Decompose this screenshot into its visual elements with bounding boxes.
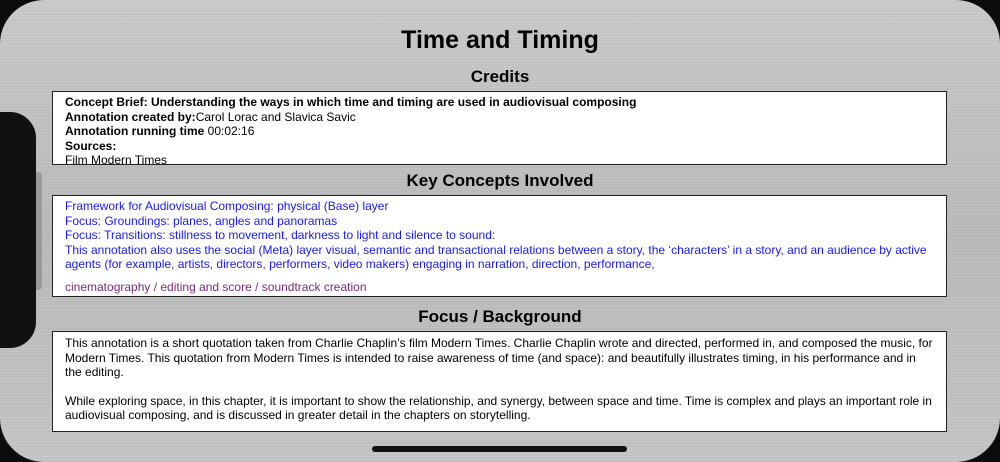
sources-row bbox=[65, 139, 934, 154]
created-by-value: Carol Lorac and Slavica Savic bbox=[195, 109, 356, 124]
created-by-row bbox=[65, 110, 934, 125]
source-item: Film Modern Times bbox=[65, 153, 168, 165]
credits-heading: Credits bbox=[470, 67, 530, 86]
concept-line[interactable]: Focus: Groundings: planes, angles and panoramas bbox=[65, 213, 338, 228]
key-concepts-panel[interactable] bbox=[52, 195, 947, 297]
concept-brief-row bbox=[65, 95, 934, 110]
credits-panel[interactable] bbox=[52, 91, 947, 165]
key-concepts-heading: Key Concepts Involved bbox=[406, 171, 594, 190]
concept-brief-label: Concept Brief: bbox=[65, 95, 148, 109]
focus-heading: Focus / Background bbox=[418, 307, 582, 326]
running-time-label: Annotation running time bbox=[65, 124, 205, 138]
device-notch bbox=[0, 112, 36, 348]
concept-brief-value: Understanding the ways in which time and timing are used in audiovisual composing bbox=[151, 95, 637, 109]
focus-paragraph: While exploring space, in this chapter, it is important to show the relationship, and synergy, between space and time. Time is complex and plays an important role in audiovisual composing, and is discussed in greater detail in the chapters on storytelling. bbox=[65, 393, 932, 422]
side-handle[interactable] bbox=[36, 172, 42, 290]
created-by-label: Annotation created by: bbox=[65, 109, 196, 124]
sources-label: Sources: bbox=[65, 138, 117, 153]
concept-line[interactable]: Focus: Transitions: stillness to movement, darkness to light and silence to sound: bbox=[65, 228, 496, 242]
page-title: Time and Timing bbox=[401, 26, 599, 54]
concept-line[interactable]: This annotation also uses the social (Meta) layer visual, semantic and transactional relations between a story, the ‘characters’ in a story, and an audience by active agents (for example, artists, directors, performers, video makers) engaging in narration, direction, performance, bbox=[65, 242, 927, 271]
concept-line[interactable]: cinematography / editing and score / soundtrack creation bbox=[65, 279, 367, 294]
home-indicator[interactable] bbox=[372, 446, 627, 452]
concept-line[interactable]: Framework for Audiovisual Composing: physical (Base) layer bbox=[65, 199, 389, 213]
running-time-value: 00:02:16 bbox=[207, 124, 255, 138]
focus-paragraph: This annotation is a short quotation taken from Charlie Chaplin’s film Modern Times. Charlie Chaplin wrote and directed, performed in, and composed the music, for Modern Times. This quotation from Modern Times is intended to raise awareness of time (and space): and beautifully illustrates timing, in his performance and in the editing. bbox=[65, 336, 933, 379]
running-time-row bbox=[65, 124, 934, 139]
focus-panel[interactable] bbox=[52, 331, 947, 432]
